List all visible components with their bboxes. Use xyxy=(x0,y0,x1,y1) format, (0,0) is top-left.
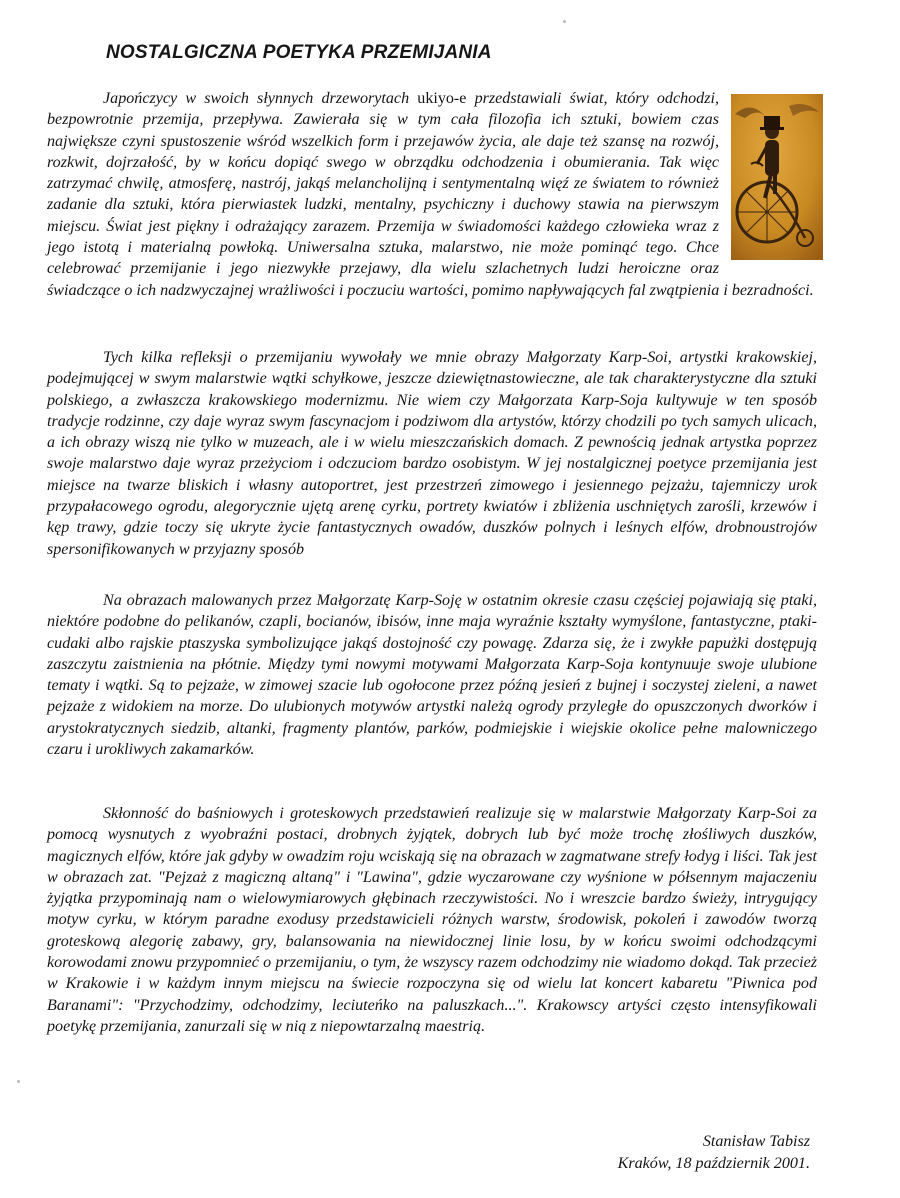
paragraph-1-text-b: przedstawiali świat, który odchodzi, bezpowrotnie przemija, przepływa. Zawierała się w tym cała filozofia ich sztuki, bowiem czas największe czyni spustoszenie wśród wszelkich form i przejawów życia, ale daje też szansę na rozwój, rozkwit, dojrzałość, by w końcu dopiąć swego w obrządku odchodzenia i obumierania. Tak więc zatrzymać chwilę, atmosferę, nastrój, jakąś melancholijną i sentymentalną więź ze światem to również zadanie dla sztuki, która pierwiastek ludzki, mentalny, psychiczny i duchowy stawia na pierwszym miejscu. Świat jest piękny i odrażający zarazem. Przemija w świadomości każdego człowieka wraz z jego istotą i materialną powłoką. Uniwersalna sztuka, malarstwo, nie może pominąć tego. Chce celebrować przemijanie i jego niezwykłe przejawy, dla wielu szlachetnych ludzi heroiczne oraz świadczące o ich nadzwyczajnej wrażliwości i poczuciu wartości, pomimo napływających fal zwątpienia i bezradności. xyxy=(47,90,814,299)
paper-speck xyxy=(17,1080,20,1083)
paragraph-3-text: Na obrazach malowanych przez Małgorzatę Karp-Soję w ostatnim okresie czasu częściej pojawiają się ptaki, niektóre podobne do pelikanów, czapli, bocianów, ibisów, inne maja wyraźnie kształty wymyślone, fantastyczne, ptaki-cudaki albo rajskie ptaszyska symbolizujące jakąś dostojność czy powagę. Zdarza się, że i zwykłe papużki dostępują zaszczytu zaistnienia na płótnie. Między tymi nowymi motywami Małgorzata Karp-Soja kontynuuje swoje ulubione tematy i wątki. Są to pejzaże, w zimowej szacie lub ogołocone przez późną jesień z bujnej i soczystej zieleni, a nawet pejzaże z widokiem na morze. Do ulubionych motywów artystki należą ogrody przyległe do opuszczonych dworków i arystokratycznych siedzib, altanki, fragmenty plantów, parków, podmiejskie i wiejskie okolice pełne malowniczego czaru i urokliwych zakamarków. xyxy=(47,592,817,759)
paragraph-1-term: ukiyo-e xyxy=(417,90,467,107)
place-and-date: Kraków, 18 październik 2001. xyxy=(617,1155,810,1172)
penny-farthing-painting-icon xyxy=(731,94,823,260)
paragraph-4-text: Skłonność do baśniowych i groteskowych przedstawień realizuje się w malarstwie Małgorzaty Karp-Soi za pomocą wysnutych z wyobraźni postaci, drobnych żyjątek, dobrych lub być może trochę złośliwych duszków, magicznych elfów, które jak gdyby w owadzim roju wciskają się na obrazach w zagmatwane strefy łodyg i liści. Tak jest w obrazach zat. "Pejzaż z magiczną altaną" i "Lawina", gdzie wyczarowane czy wyśnione w półsennym majaczeniu żyjątka przypominają nam o wielowymiarowych głębinach rzeczywistości. No i wreszcie bardzo świeży, intrygujący motyw cyrku, w którym paradne exodusy przedstawicieli różnych warstw, środowisk, pokoleń i zawodów tworzą groteskową alegorię zabawy, gry, balansowania na niewidocznej linie losu, by w końcu swoimi odchodzącymi korowodami znowu przypomnieć o przemijaniu, o tym, że wszyscy razem odchodzimy nie wiadomo dokąd. Tak przecież w Krakowie i w każdym innym miejscu na świecie rozpoczyna się od wielu lat koncert kabaretu "Piwnica pod Baranami": "Przychodzimy, odchodzimy, leciuteńko na paluszkach...". Krakowscy artyści często intensyfikowali poetykę przemijania, zanurzali się w nią z niepowtarzalną maestrią. xyxy=(47,805,817,1035)
paragraph-1-text-a: Japończycy w swoich słynnych drzeworytach xyxy=(103,90,418,107)
author-name: Stanisław Tabisz xyxy=(702,1133,810,1150)
paragraph-1 xyxy=(47,88,817,301)
article-title: NOSTALGICZNA POETYKA PRZEMIJANIA xyxy=(106,42,492,63)
signature-block xyxy=(618,1131,810,1175)
paragraph-4 xyxy=(47,803,817,1037)
paragraph-2 xyxy=(47,347,817,560)
paper-speck xyxy=(563,20,566,23)
paragraph-2-text: Tych kilka refleksji o przemijaniu wywołały we mnie obrazy Małgorzaty Karp-Soi, artystki krakowskiej, podejmującej w swym malarstwie wątki schyłkowe, jeszcze dziewiętnastowieczne, ale tak charakterystyczne dla sztuki polskiego, a zwłaszcza krakowskiego modernizmu. Nie wiem czy Małgorzata Karp-Soja kultywuje w ten sposób tradycje rodzinne, czy daje wyraz swym fascynacjom i podziwom dla artystów, którzy chodzili po tych samych ulicach, a ich obrazy wiszą nie tylko w muzeach, ale i w wielu mieszczańskich domach. Z pewnością jednak artystka poprzez swoje malarstwo daje wyraz przeżyciom i odczuciom bardzo osobistym. W jej nostalgicznej poetyce przemijania jest miejsce na twarze bliskich i własny autoportret, jest przestrzeń zimowego i jesiennego pejzażu, tajemniczy urok przypałacowego ogrodu, alegorycznie ujętą arenę cyrku, portrety kwiatów i zbliżenia uschniętych zarośli, krzewów i kęp trawy, gdzie toczy się ukryte życie fantastycznych owadów, duszków polnych i leśnych elfów, drobnoustrojów spersonifikowanych w przyjazny sposób xyxy=(47,349,817,558)
paragraph-3 xyxy=(47,590,817,760)
